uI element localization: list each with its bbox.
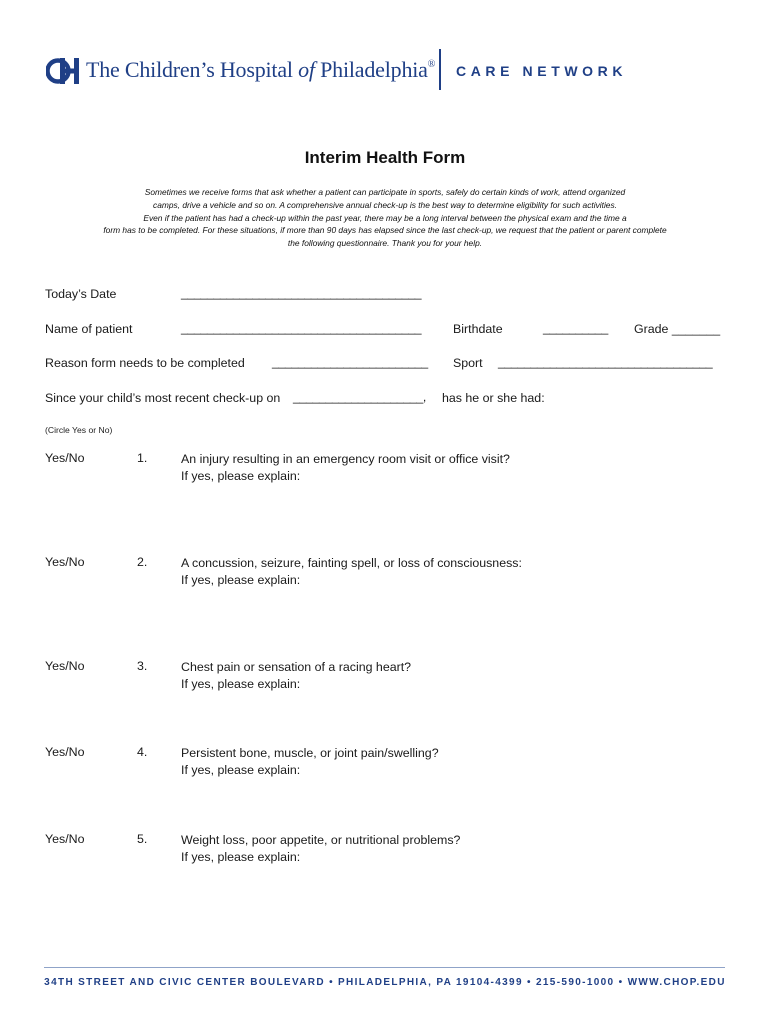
form-title: Interim Health Form (304, 148, 466, 167)
question-4-text: Persistent bone, muscle, or joint pain/swelling? (181, 746, 439, 760)
birthdate-label: Birthdate (453, 322, 503, 336)
birthdate-field[interactable]: __________ (543, 321, 608, 335)
intro-line: Sometimes we receive forms that ask whether a patient can participate in sports, safely do certain kinds of work, attend organized (144, 187, 626, 197)
reason-field[interactable]: ________________________ (272, 355, 428, 369)
question-1-yes-no[interactable]: Yes/No (45, 451, 85, 465)
chop-logo-icon (46, 56, 82, 86)
question-5 (181, 832, 460, 866)
intro-line: Even if the patient has had a check-up within the past year, there may be a long interval between the physical exam and the time a (143, 212, 627, 223)
intro-text (50, 186, 720, 250)
question-4-explain: If yes, please explain: (181, 763, 301, 777)
grade-field[interactable]: Grade _______ (634, 322, 721, 336)
question-2-explain: If yes, please explain: (181, 573, 301, 587)
question-4-yes-no[interactable]: Yes/No (45, 745, 85, 759)
reason-label: Reason form needs to be completed (45, 356, 245, 370)
question-5-text: Weight loss, poor appetite, or nutritional problems? (181, 833, 461, 847)
question-5-explain: If yes, please explain: (181, 850, 301, 864)
question-1-text: An injury resulting in an emergency room visit or office visit? (181, 452, 510, 466)
question-5-number: 5. (137, 832, 148, 846)
question-5-yes-no[interactable]: Yes/No (45, 832, 85, 846)
question-1 (181, 451, 510, 485)
intro-line: the following questionnaire. Thank you for your help. (287, 238, 483, 249)
question-1-number: 1. (137, 451, 148, 465)
question-2 (181, 555, 522, 589)
question-3-text: Chest pain or sensation of a racing heart? (181, 660, 412, 674)
patient-name-label: Name of patient (45, 322, 133, 336)
sport-label: Sport (453, 356, 483, 370)
question-4 (181, 745, 439, 779)
logo-divider (439, 49, 441, 90)
care-network-label: CARE NETWORK (456, 63, 628, 79)
question-3-yes-no[interactable]: Yes/No (45, 659, 85, 673)
question-2-number: 2. (137, 555, 148, 569)
checkup-date-field[interactable]: ____________________, (293, 390, 426, 404)
footer-address: 34TH STREET AND CIVIC CENTER BOULEVARD • PHILADELPHIA, PA 19104-4399 • 215-590-1000 • WWW.CHOP.EDU (44, 977, 726, 988)
todays-date-label: Today’s Date (45, 287, 117, 301)
question-3-number: 3. (137, 659, 148, 673)
question-3-explain: If yes, please explain: (181, 677, 301, 691)
question-1-explain: If yes, please explain: (181, 469, 301, 483)
question-4-number: 4. (137, 745, 148, 759)
intro-line: camps, drive a vehicle and so on. A comprehensive annual check-up is the best way to determine eligibility for such activities. (153, 199, 617, 210)
since-checkup-suffix: has he or she had: (442, 391, 545, 405)
sport-field[interactable]: _________________________________ (498, 355, 713, 369)
circle-note: (Circle Yes or No) (45, 425, 113, 435)
todays-date-field[interactable]: _____________________________________ (181, 286, 422, 300)
question-2-yes-no[interactable]: Yes/No (45, 555, 85, 569)
question-2-text: A concussion, seizure, fainting spell, or loss of consciousness: (181, 556, 522, 570)
footer-rule (44, 967, 725, 968)
patient-name-field[interactable]: _____________________________________ (181, 321, 422, 335)
intro-line: form has to be completed. For these situations, if more than 90 days has elapsed since the last check-up, we request that the patient or parent complete (103, 225, 667, 236)
since-checkup-label: Since your child’s most recent check-up on (45, 391, 281, 405)
hospital-name: The Children’s Hospital of Philadelphia® (86, 57, 436, 82)
question-3 (181, 659, 411, 693)
